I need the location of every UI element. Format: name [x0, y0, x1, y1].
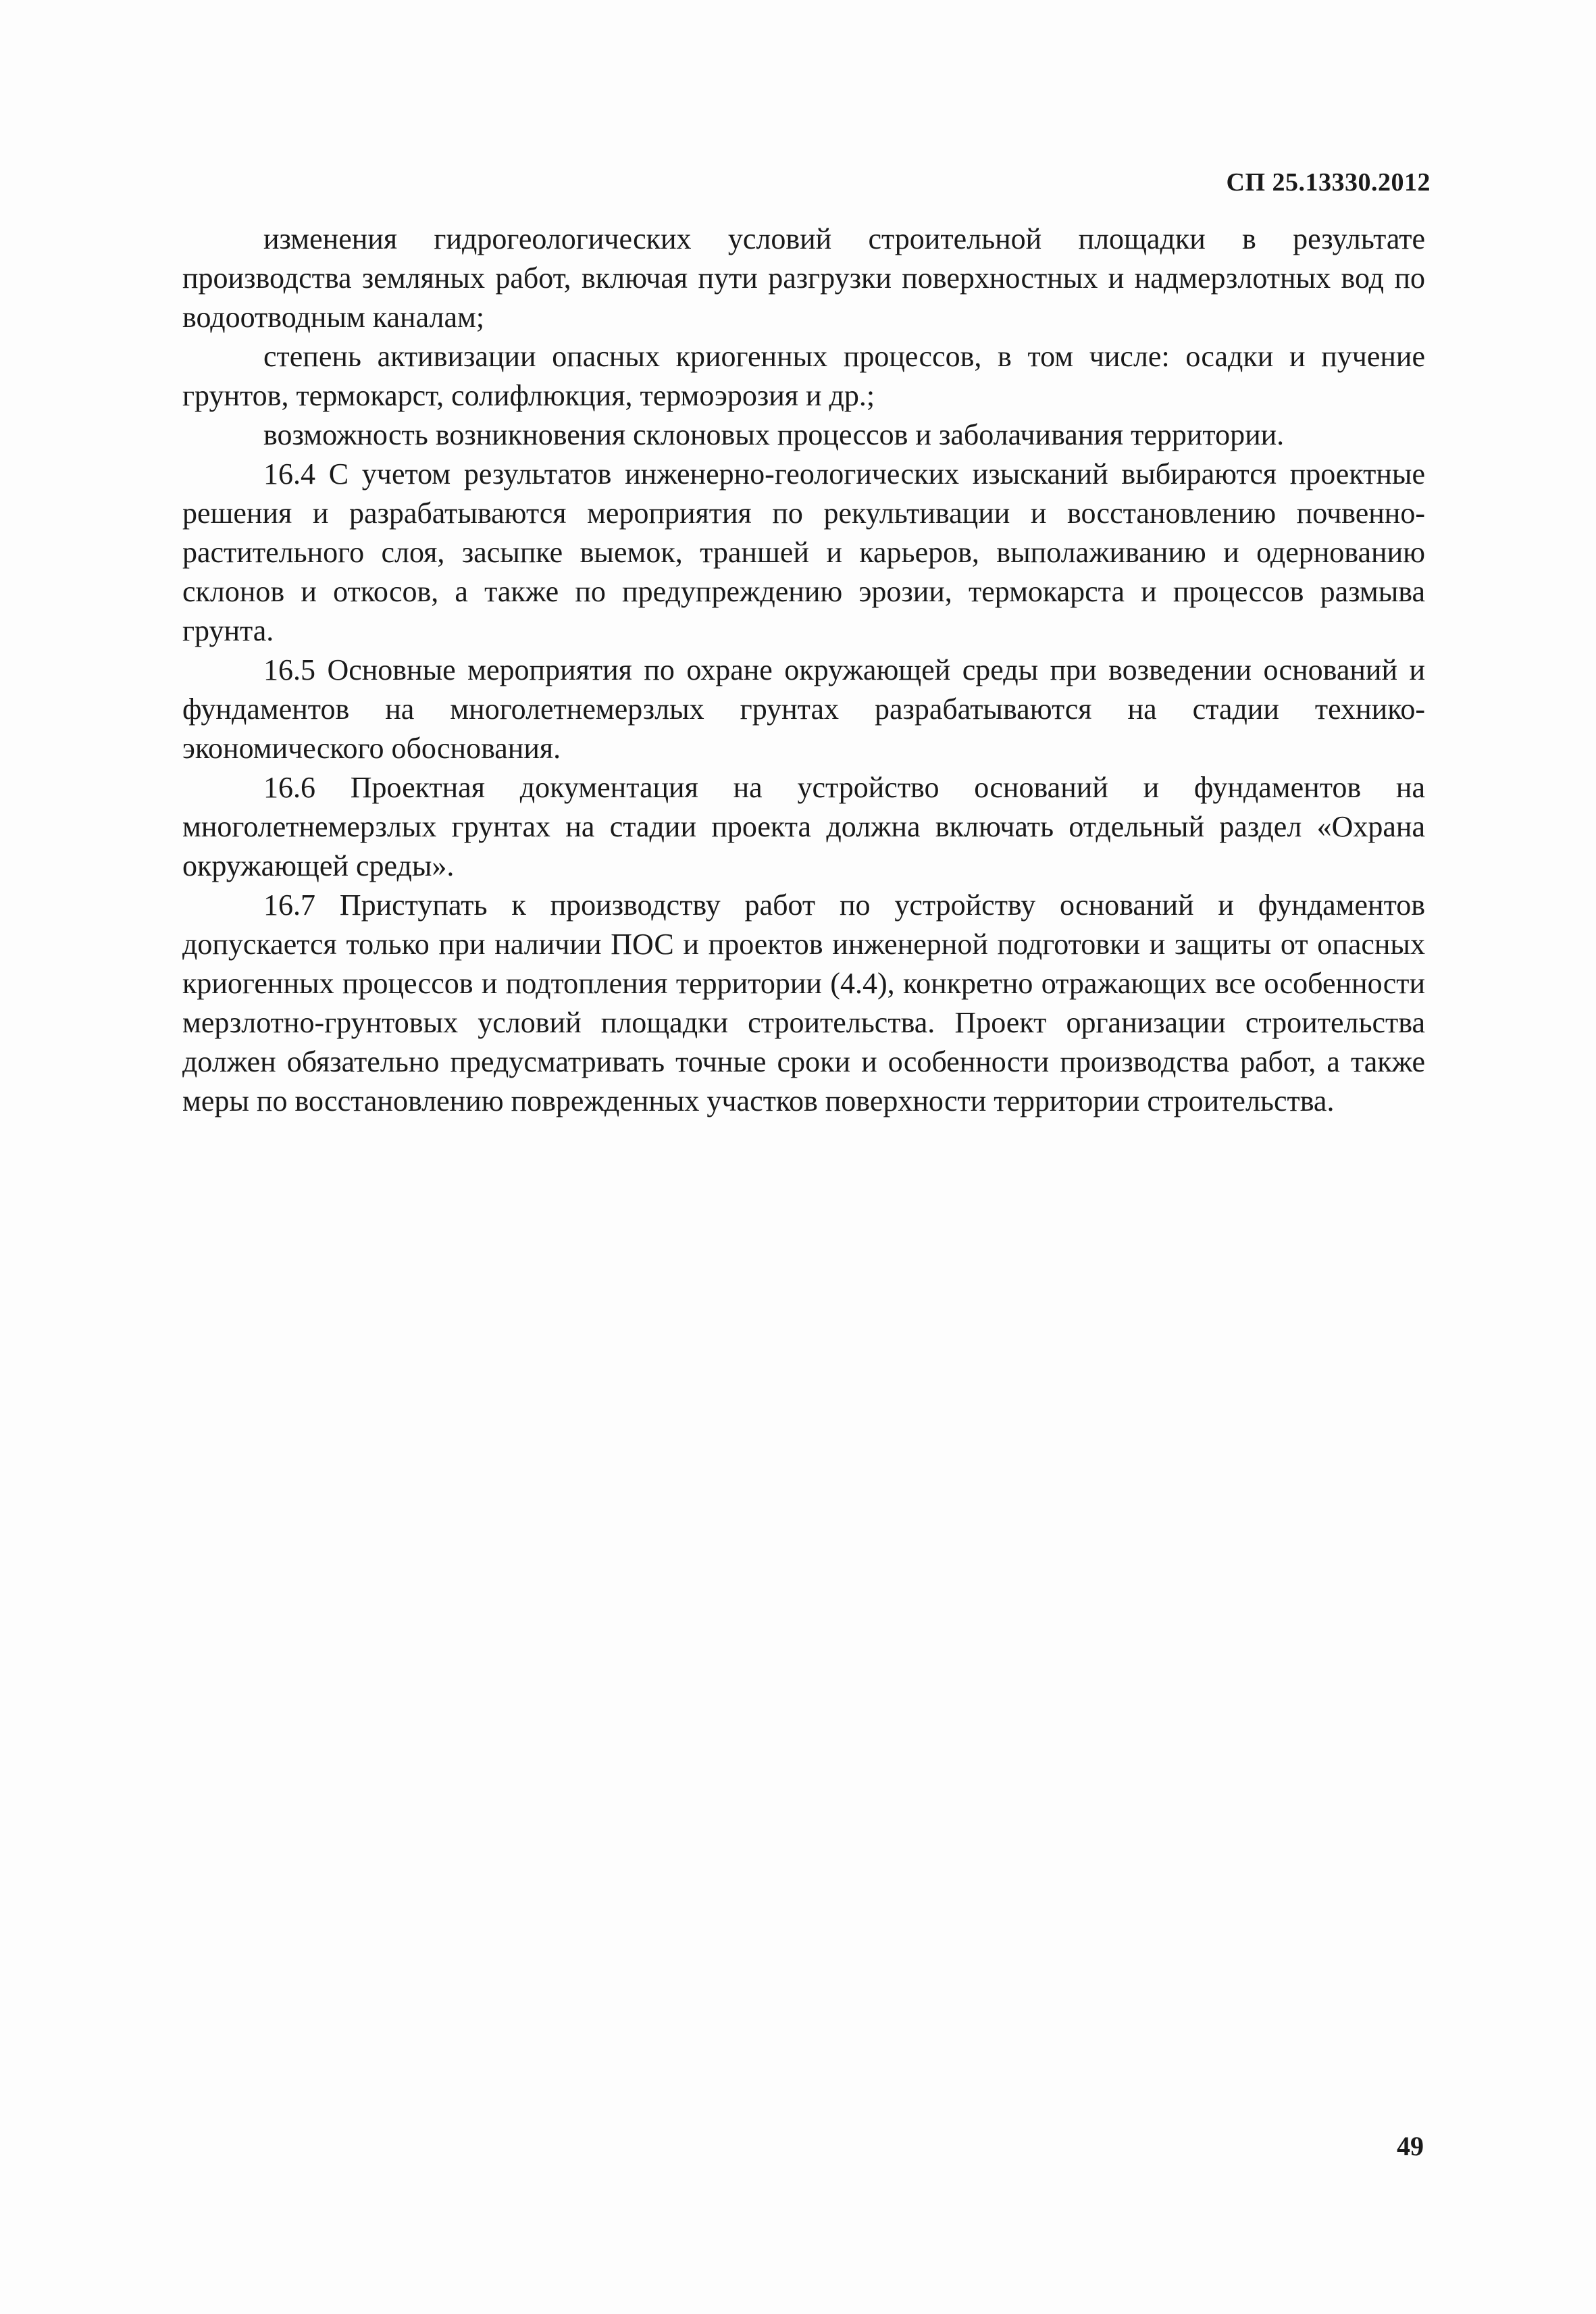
page-number: 49	[1397, 2131, 1424, 2161]
paragraph-16-5: 16.5 Основные мероприятия по охране окружающей среды при возведении оснований и фундаментов на многолетнемерзлых грунтах разрабатываются на стадии технико-экономического обоснования.	[182, 653, 1425, 765]
paragraph-16-6: 16.6 Проектная документация на устройство оснований и фундаментов на многолетнемерзлых грунтах на стадии проекта должна включать отдельный раздел «Охрана окружающей среды».	[182, 771, 1425, 882]
document-code-header: СП 25.13330.2012	[1226, 168, 1431, 197]
paragraph-16-7: 16.7 Приступать к производству работ по устройству оснований и фундаментов допускается только при наличии ПОС и проектов инженерной подготовки и защиты от опасных криогенных процессов и подтопления территории (4.4), конкретно отражающих все особенности мерзлотно-грунтовых условий площадки строительства. Проект организации строительства должен обязательно предусматривать точные сроки и особенности производства работ, а также меры по восстановлению поврежденных участков поверхности территории строительства.	[182, 888, 1425, 1117]
paragraph-slope-processes: возможность возникновения склоновых процессов и заболачивания территории.	[263, 418, 1285, 451]
body-text	[182, 220, 1425, 1121]
paragraph-cryogenic-processes: степень активизации опасных криогенных процессов, в том числе: осадки и пучение грунтов, термокарст, солифлюкция, термоэрозия и др.;	[182, 340, 1425, 412]
paragraph-hydrogeology: изменения гидрогеологических условий строительной площадки в результате производства земляных работ, включая пути разгрузки поверхностных и надмерзлотных вод по водоотводным каналам;	[182, 222, 1425, 334]
paragraph-16-4: 16.4 С учетом результатов инженерно-геологических изысканий выбираются проектные решения и разрабатываются мероприятия по рекультивации и восстановлению почвенно-растительного слоя, засыпке выемок, траншей и карьеров, выполаживанию и одернованию склонов и откосов, а также по предупреждению эрозии, термокарста и процессов размыва грунта.	[182, 457, 1425, 647]
